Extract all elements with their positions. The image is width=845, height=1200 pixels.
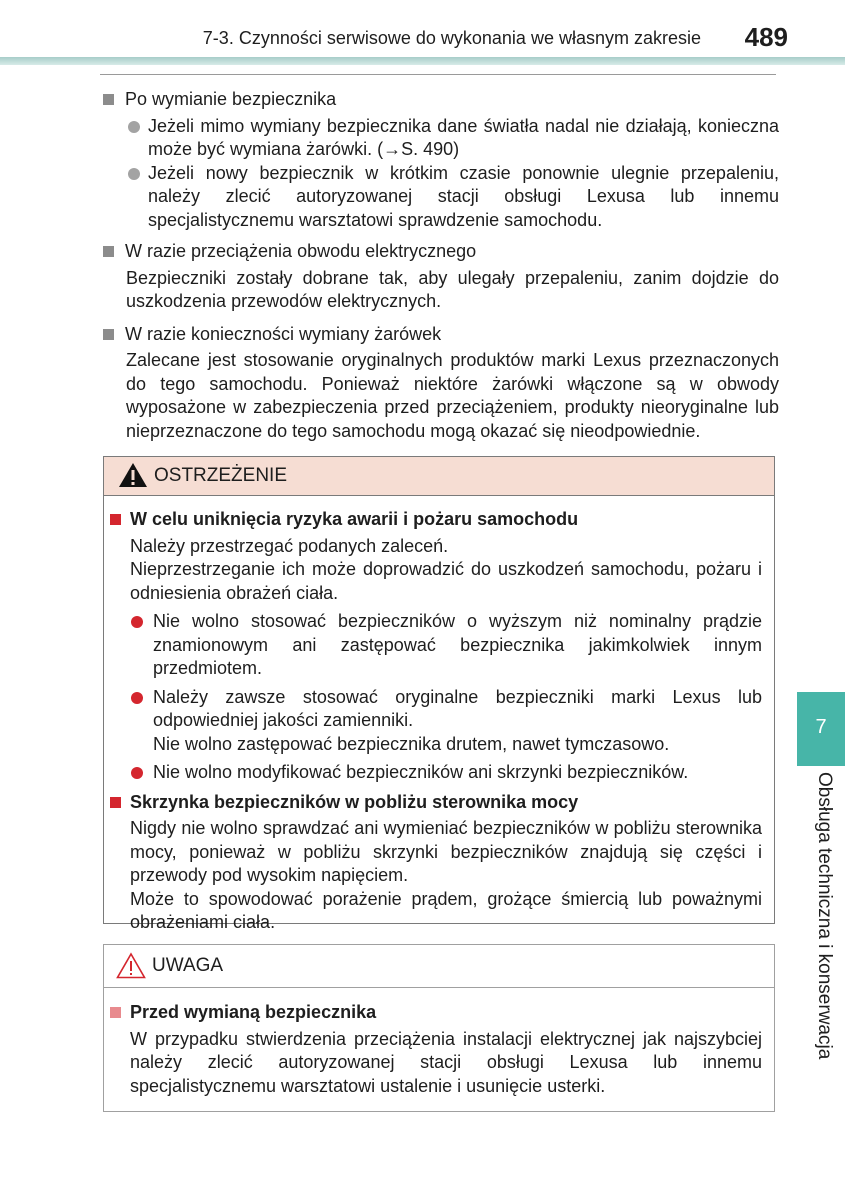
header-title: 7-3. Czynności serwisowe do wykonania we własnym zakresie [202, 28, 701, 48]
section-title: W razie konieczności wymiany żarówek [103, 323, 779, 347]
red-circle-icon [131, 616, 143, 628]
bullet-item: Jeżeli mimo wymiany bezpiecznika dane światła nadal nie działają, konieczna może być wymiana żarówki. (→S. 490) [103, 115, 779, 162]
warning-text: Nigdy nie wolno sprawdzać ani wymieniać bezpieczników w pobliżu sterownika mocy, ponieważ w pobliżu skrzynki bezpieczników znajdują się części i przewody pod wysokim napięciem. [130, 818, 762, 885]
warning-bullet: Należy zawsze stosować oryginalne bezpieczniki marki Lexus lub odpowiedniej jakości zamienniki. Nie wolno zastępować bezpiecznika drutem, nawet tymczasowo. [110, 686, 762, 757]
warning-bullet: Nie wolno modyfikować bezpieczników ani skrzynki bezpieczników. [110, 761, 762, 785]
warning-section-title: W celu uniknięcia ryzyka awarii i pożaru samochodu [110, 508, 762, 532]
bullet-item: Jeżeli nowy bezpiecznik w krótkim czasie ponownie ulegnie przepaleniu, należy zlecić autoryzowanej stacji obsługi Lexusa lub innemu specjalistycznemu warsztatowi sprawdzenie samochodu. [103, 162, 779, 233]
warning-triangle-icon [118, 462, 148, 488]
caution-triangle-icon [116, 952, 146, 979]
chapter-title-vertical [797, 772, 845, 1072]
warning-header [104, 457, 774, 496]
section-text: Bezpieczniki zostały dobrane tak, aby ulegały przepaleniu, zanim dojdzie do uszkodzenia przewodów elektrycznych. [126, 267, 779, 311]
chapter-title: Obsługa techniczna i konserwacja [814, 772, 835, 1060]
caution-label: UWAGA [152, 955, 224, 976]
caution-section-title: Przed wymianą bezpiecznika [110, 1001, 762, 1025]
section-title: W razie przeciążenia obwodu elektrycznego [103, 240, 779, 264]
red-circle-icon [131, 767, 143, 779]
pink-square-icon [110, 1007, 121, 1018]
section-title: Po wymianie bezpiecznika [103, 88, 779, 112]
caution-body [110, 1001, 762, 1107]
main-content [103, 88, 779, 452]
caution-header [104, 945, 774, 988]
circle-bullet-icon [128, 168, 140, 180]
chapter-number: 7 [815, 716, 827, 738]
square-bullet-icon [103, 329, 114, 340]
caution-box [103, 944, 775, 1112]
circle-bullet-icon [128, 121, 140, 133]
header-divider [100, 74, 776, 75]
warning-box [103, 456, 775, 932]
warning-label: OSTRZEŻENIE [154, 465, 288, 486]
red-square-icon [110, 797, 121, 808]
warning-bullet: Nie wolno stosować bezpieczników o wyższym niż nominalny prądzie znamionowym ani zastępować bezpiecznika jakimkolwiek innym przedmiotem. [110, 610, 762, 681]
red-square-icon [110, 514, 121, 525]
chapter-tab [797, 692, 845, 766]
square-bullet-icon [103, 94, 114, 105]
warning-text: Nieprzestrzeganie ich może doprowadzić do uszkodzeń samochodu, pożaru i odniesienia obrażeń ciała. [130, 559, 762, 603]
section-text: Zalecane jest stosowanie oryginalnych produktów marki Lexus przeznaczonych do tego samochodu. Ponieważ niektóre żarówki włączone są w obwody wyposażone w zabezpieczenia przed przeciążeniem, produkty nieoryginalne lub nieprzeznaczone do tego samochodu mogą okazać się nieodpowiednie. [126, 350, 779, 441]
caution-text: W przypadku stwierdzenia przeciążenia instalacji elektrycznej jak najszybciej należy zlecić autoryzowanej stacji obsługi Lexusa lub innemu specjalistycznemu warsztatowi ustalenie i usunięcie usterki. [130, 1028, 762, 1096]
warning-section-title: Skrzynka bezpieczników w pobliżu sterownika mocy [110, 791, 762, 815]
warning-text: Należy przestrzegać podanych zaleceń. [130, 535, 449, 556]
warning-body [110, 508, 762, 940]
square-bullet-icon [103, 246, 114, 257]
header-band [0, 57, 845, 65]
page-number: 489 [744, 22, 788, 52]
warning-text: Może to spowodować porażenie prądem, grożące śmiercią lub poważnymi obrażeniami ciała. [130, 888, 762, 932]
red-circle-icon [131, 692, 143, 704]
